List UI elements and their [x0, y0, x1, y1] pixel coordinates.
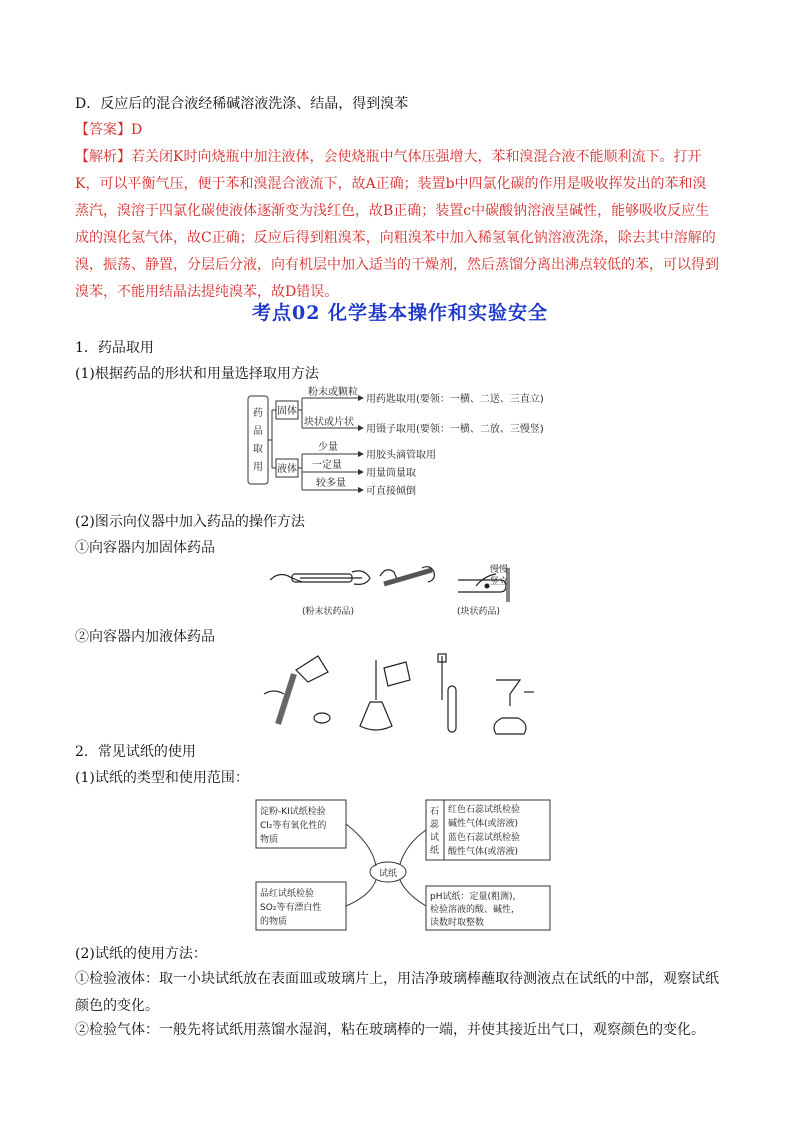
- subsection-1-1: (1)根据药品的形状和用量选择取用方法: [75, 366, 319, 382]
- tube-tilted-icon: [384, 570, 432, 584]
- lump-caption: (块状药品): [457, 607, 501, 617]
- tr-line-2: 碱性气体(或溶液): [448, 819, 519, 829]
- root-char-3: 取: [253, 444, 263, 455]
- test-tube-upright-icon: [448, 686, 456, 732]
- litmus-char-3: 试: [430, 833, 440, 843]
- certain-amount-label: 一定量: [312, 460, 342, 471]
- test-paper-diagram: [250, 792, 560, 940]
- answer: 【答案】D: [75, 122, 143, 138]
- method-3: 用胶头滴管取用: [366, 450, 436, 461]
- subsection-1-2: (2)图示向仪器中加入药品的操作方法: [75, 514, 305, 530]
- method-4: 用量筒量取: [366, 468, 416, 479]
- large-amount-label: 较多量: [316, 478, 346, 489]
- root-char-2: 品: [253, 426, 263, 437]
- subsection-1: 1．药品取用: [75, 340, 154, 356]
- liquid-label: 液体: [277, 464, 297, 475]
- tr-line-1: 红色石蕊试纸检验: [448, 805, 521, 815]
- bottle-stopper-icon: [314, 713, 330, 723]
- method-gas: ②检验气体：一般先将试纸用蒸馏水湿润，粘在玻璃棒的一端，并使其接近出气口，观察颜色的变化。: [75, 1022, 705, 1038]
- lump-icon: [485, 584, 490, 589]
- funnel-icon: [496, 680, 520, 706]
- subsection-2: 2．常见试纸的使用: [75, 744, 196, 760]
- subsection-2-2: (2)试纸的使用方法：: [75, 946, 207, 962]
- tl-line-2: Cl₂等有氧化性的: [260, 821, 327, 831]
- subsection-1-2b: ②向容器内加液体药品: [75, 629, 215, 645]
- hand-icon-pour: [264, 691, 284, 694]
- tr-line-3: 蓝色石蕊试纸检验: [448, 833, 521, 843]
- upright-label: 竖立: [490, 577, 509, 587]
- bl-line-2: SO₂等有漂白性: [260, 903, 322, 913]
- subsection-2-1: (1)试纸的类型和使用范围：: [75, 770, 249, 786]
- powder-label: 粉末或颗粒: [308, 387, 358, 398]
- powder-caption: (粉末状药品): [302, 607, 355, 617]
- tl-line-3: 物质: [260, 835, 279, 845]
- solid-adding-illustration: [262, 562, 537, 622]
- tl-line-1: 淀粉-KI试纸检验: [260, 807, 326, 817]
- tilted-test-tube-icon: [278, 674, 294, 724]
- lump-label: 块状或片状: [304, 417, 354, 428]
- option-d: D．反应后的混合液经稀碱溶液洗涤、结晶，得到溴苯: [75, 96, 409, 112]
- root-char-4: 用: [253, 462, 263, 473]
- hand-left-icon: [270, 574, 302, 582]
- reagent-bottle-icon: [296, 656, 328, 682]
- litmus-char-1: 石: [430, 807, 440, 817]
- liquid-adding-illustration: [258, 652, 554, 738]
- drug-taking-diagram: [240, 384, 560, 508]
- analysis-text: 若关闭K时向烧瓶中加注液体，会使烧瓶中气体压强增大，苯和溴混合液不能顺利流下。打开K，可以平衡气压，便于苯和溴混合液流下，故A正确；装置b中四氯化碳的作用是吸收挥发出的苯和溴蒸汽，溴溶于四氯化碳使液体逐渐变为浅红色，故B正确；装置c中碳酸钠溶液呈碱性，能够吸收反应生成的溴化氢气体，故C正确；反应后得到粗溴苯，向粗溴苯中加入稀氢氧化钠溶液洗涤，除去其中溶解的溴，振荡、静置，分层后分液，向有机层中加入适当的干燥剂，然后蒸馏分离出沸点较低的苯，可以得到溴苯，不能用结晶法提纯溴苯，故D错误。: [75, 149, 719, 300]
- beaker-icon: [384, 662, 410, 686]
- method-1: 用药匙取用(要领：一横、二送、三直立): [366, 394, 544, 405]
- small-amount-label: 少量: [318, 442, 338, 453]
- br-line-1: pH试纸：定量(粗测)，: [430, 892, 522, 902]
- br-line-3: 读数时取整数: [430, 918, 485, 928]
- section-title: 考点02 化学基本操作和实验安全: [251, 302, 549, 324]
- method-liquid: ①检验液体：取一小块试纸放在表面皿或玻璃片上，用洁净玻璃棒蘸取待测液点在试纸的中部，观察试纸颜色的变化。: [75, 971, 719, 1014]
- bl-line-1: 品红试纸检验: [260, 889, 315, 899]
- analysis-label: 【解析】: [75, 149, 131, 165]
- analysis: [75, 144, 720, 306]
- bl-line-3: 的物质: [260, 917, 288, 927]
- subsection-1-2a: ①向容器内加固体药品: [75, 540, 215, 556]
- volumetric-flask-icon: [360, 702, 392, 730]
- center-label: 试纸: [379, 869, 398, 879]
- litmus-char-4: 纸: [430, 846, 440, 856]
- br-line-2: 检验溶液的酸、碱性，: [430, 905, 521, 915]
- slow-label: 慢慢: [490, 565, 509, 575]
- tr-line-4: 酸性气体(或溶液): [448, 847, 519, 857]
- flask-icon: [494, 718, 526, 734]
- root-char-1: 药: [253, 408, 263, 419]
- method-5: 可直接倾倒: [366, 486, 416, 497]
- method-2: 用镊子取用(要领：一横、二放、三慢竖): [366, 424, 544, 435]
- solid-label: 固体: [277, 406, 297, 417]
- litmus-char-2: 蕊: [430, 820, 440, 830]
